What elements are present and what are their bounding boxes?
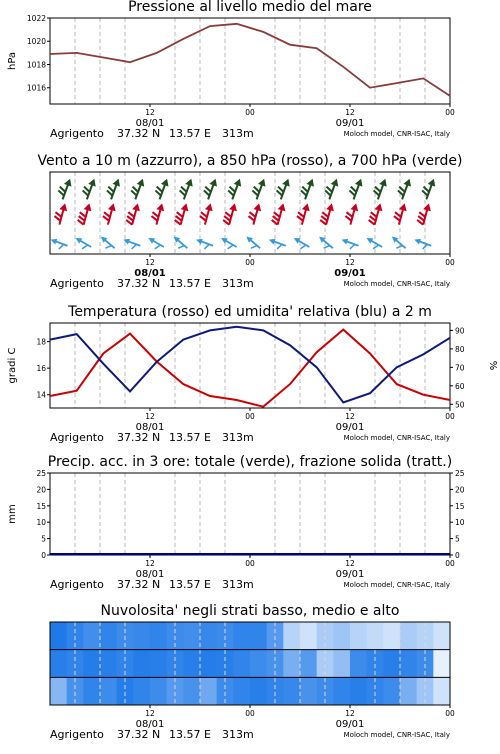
cloud-cell <box>300 677 317 705</box>
pressure-line <box>50 24 450 96</box>
barb-700hpa <box>56 176 74 200</box>
y-tick-label: 15 <box>36 501 46 511</box>
barb-10m <box>170 234 190 252</box>
date-label: 09/01 <box>335 569 365 580</box>
barb-head <box>59 202 69 211</box>
plot-frame <box>50 323 450 408</box>
barb-700hpa <box>250 176 268 200</box>
barb-head <box>185 177 195 186</box>
y-tick-label: 25 <box>36 469 46 478</box>
y-tick-label-right: 80 <box>455 344 465 354</box>
date-label: 09/01 <box>334 268 366 279</box>
x-tick-label: 12 <box>345 108 355 117</box>
panel-temp <box>7 304 498 444</box>
cloud-cell <box>433 650 450 678</box>
barb-850hpa <box>101 202 117 226</box>
x-tick-label: 12 <box>145 412 155 421</box>
cloud-cell <box>383 650 400 678</box>
x-tick-label: 00 <box>445 258 455 267</box>
barb-head <box>350 202 360 211</box>
cloud-cell <box>433 622 450 650</box>
cloud-cell <box>200 677 217 705</box>
y-tick-label: 5 <box>41 534 46 544</box>
barb-head <box>229 202 239 211</box>
barb-head <box>268 237 276 245</box>
barb-head <box>122 237 130 245</box>
barb-head <box>413 237 421 245</box>
cloud-cell <box>200 622 217 650</box>
model-credit: Moloch model, CNR-ISAC, Italy <box>343 130 450 138</box>
barb-850hpa <box>174 202 190 226</box>
barb-head <box>112 177 122 186</box>
x-tick-label: 12 <box>345 559 355 568</box>
location-elev: 313m <box>222 277 254 290</box>
location-name: Agrigento <box>50 728 104 741</box>
cloud-cell <box>133 622 150 650</box>
barb-head <box>306 177 316 186</box>
location-lon: 13.57 E <box>169 277 211 290</box>
model-credit: Moloch model, CNR-ISAC, Italy <box>343 434 450 442</box>
location-lat: 37.32 N <box>117 277 161 290</box>
x-tick-label: 00 <box>445 559 455 568</box>
barb-10m <box>194 237 214 252</box>
barb-10m <box>340 237 360 252</box>
humidity-line <box>50 327 450 403</box>
cloud-cell <box>250 650 267 678</box>
x-tick-label: 12 <box>345 412 355 421</box>
barb-850hpa <box>392 202 408 226</box>
x-tick-label: 12 <box>145 559 155 568</box>
cloud-cell <box>83 677 100 705</box>
x-tick-label: 12 <box>345 258 355 267</box>
y-tick-label: 20 <box>36 485 46 495</box>
y-tick-label: 1022 <box>26 14 46 23</box>
cloud-cell <box>400 622 417 650</box>
cloud-cell <box>400 650 417 678</box>
cloud-cell <box>200 650 217 678</box>
y-tick-label: 0 <box>41 551 46 560</box>
barb-head <box>302 202 312 211</box>
barb-10m <box>267 237 287 252</box>
barb-head <box>64 177 74 186</box>
x-tick-label: 00 <box>245 709 255 718</box>
x-tick-label: 00 <box>445 412 455 421</box>
barb-850hpa <box>271 202 287 226</box>
barb-head <box>341 237 349 245</box>
cloud-cell <box>100 650 117 678</box>
x-tick-label: 00 <box>245 108 255 117</box>
cloud-cell <box>283 622 300 650</box>
location-lon: 13.57 E <box>169 127 211 140</box>
barb-head <box>132 202 142 211</box>
x-tick-label: 12 <box>345 709 355 718</box>
barb-700hpa <box>80 176 98 200</box>
barb-700hpa <box>396 176 414 200</box>
barb-head <box>331 177 341 186</box>
barb-head <box>278 202 288 211</box>
y-tick-label: 1020 <box>26 37 46 47</box>
cloud-cell <box>250 622 267 650</box>
panel-title: Nuvolosita' negli strati basso, medio e alto <box>100 603 400 619</box>
cloud-cell <box>150 650 167 678</box>
date-label: 09/01 <box>335 422 365 433</box>
barb-700hpa <box>153 176 171 200</box>
y-tick-label-right: 5 <box>455 534 460 544</box>
y-tick-label-right: 70 <box>455 363 465 373</box>
barb-850hpa <box>295 202 311 226</box>
plot-frame <box>50 473 450 555</box>
panel-title: Temperatura (rosso) ed umidita' relativa (blu) a 2 m <box>68 304 432 320</box>
y-tick-label-right: 0 <box>455 551 460 560</box>
location-lon: 13.57 E <box>169 728 211 741</box>
cloud-cell <box>50 650 67 678</box>
y-tick-label-right: 25 <box>455 469 465 478</box>
y-axis-label: mm <box>7 504 18 524</box>
barb-head <box>234 177 244 186</box>
date-label: 08/01 <box>135 118 165 129</box>
x-tick-label: 00 <box>245 559 255 568</box>
cloud-cell <box>150 677 167 705</box>
barb-700hpa <box>105 176 123 200</box>
barb-head <box>220 235 228 243</box>
barb-700hpa <box>202 176 220 200</box>
barb-head <box>108 202 118 211</box>
barb-700hpa <box>226 176 244 200</box>
date-label: 09/01 <box>335 719 365 730</box>
panel-pressure <box>7 0 455 140</box>
barb-700hpa <box>299 176 317 200</box>
barb-850hpa <box>319 202 335 226</box>
barb-head <box>137 177 147 186</box>
location-lat: 37.32 N <box>117 578 161 591</box>
barb-head <box>379 177 389 186</box>
cloud-cell <box>333 622 350 650</box>
barb-head <box>428 177 438 186</box>
date-label: 08/01 <box>135 719 165 730</box>
cloud-cell <box>333 650 350 678</box>
barb-850hpa <box>125 202 141 226</box>
barb-700hpa <box>129 176 147 200</box>
location-name: Agrigento <box>50 578 104 591</box>
cloud-cell <box>83 650 100 678</box>
model-credit: Moloch model, CNR-ISAC, Italy <box>343 280 450 288</box>
location-elev: 313m <box>222 431 254 444</box>
cloud-cell <box>400 677 417 705</box>
barb-700hpa <box>347 176 365 200</box>
y-tick-label: 10 <box>36 518 46 528</box>
x-tick-label: 00 <box>445 108 455 117</box>
barb-head <box>292 235 300 243</box>
cloud-cell <box>383 622 400 650</box>
cloud-cell <box>333 677 350 705</box>
y-tick-label-right: 15 <box>455 501 465 511</box>
x-tick-label: 00 <box>245 412 255 421</box>
location-lat: 37.32 N <box>117 728 161 741</box>
cloud-cell <box>183 650 200 678</box>
panel-precip <box>7 454 465 591</box>
barb-10m <box>121 237 141 252</box>
model-credit: Moloch model, CNR-ISAC, Italy <box>343 731 450 739</box>
barb-850hpa <box>247 202 263 226</box>
barb-10m <box>242 234 262 252</box>
temperature-line <box>50 330 450 407</box>
barb-head <box>50 237 58 245</box>
barb-head <box>253 202 263 211</box>
barb-10m <box>388 234 408 252</box>
x-tick-label: 00 <box>245 258 255 267</box>
panel-cloud <box>50 603 455 741</box>
barb-head <box>365 235 373 243</box>
barb-head <box>181 202 191 211</box>
barb-10m <box>218 235 238 252</box>
cloud-cell <box>183 622 200 650</box>
y-tick-label-right: 50 <box>455 400 465 410</box>
barb-head <box>209 177 219 186</box>
cloud-cell <box>283 650 300 678</box>
barb-850hpa <box>222 202 238 226</box>
y-tick-label: 1018 <box>26 60 46 70</box>
location-lat: 37.32 N <box>117 127 161 140</box>
y-tick-label: 14 <box>36 390 46 400</box>
barb-10m <box>412 237 432 252</box>
barb-head <box>147 235 155 243</box>
cloud-cell <box>300 622 317 650</box>
barb-10m <box>291 235 311 252</box>
barb-10m <box>49 237 69 252</box>
barb-head <box>326 202 336 211</box>
barb-850hpa <box>150 202 166 226</box>
cloud-cell <box>250 677 267 705</box>
y-axis-label: hPa <box>7 51 18 71</box>
cloud-cell <box>283 677 300 705</box>
y-tick-label: 16 <box>36 364 46 374</box>
date-label: 09/01 <box>335 118 365 129</box>
cloud-cell <box>233 677 250 705</box>
barb-10m <box>364 235 384 252</box>
panel-title: Precip. acc. in 3 ore: totale (verde), frazione solida (tratt.) <box>47 454 453 470</box>
y-tick-label-right: 10 <box>455 518 465 528</box>
panel-wind <box>37 153 462 290</box>
barb-head <box>282 177 292 186</box>
cloud-cell <box>50 622 67 650</box>
barb-850hpa <box>77 202 93 226</box>
barb-head <box>156 202 166 211</box>
barb-head <box>403 177 413 186</box>
y-axis-label-right: % <box>487 360 498 371</box>
y-tick-label: 1016 <box>26 83 46 93</box>
barb-700hpa <box>274 176 292 200</box>
cloud-cell <box>133 650 150 678</box>
cloud-cell <box>350 622 367 650</box>
barb-head <box>195 237 203 245</box>
cloud-cell <box>83 622 100 650</box>
barb-850hpa <box>198 202 214 226</box>
y-tick-label-right: 20 <box>455 485 465 495</box>
y-axis-label: gradi C <box>7 347 18 384</box>
barb-head <box>161 177 171 186</box>
barb-850hpa <box>53 202 69 226</box>
location-lon: 13.57 E <box>169 578 211 591</box>
barb-10m <box>73 235 93 252</box>
x-tick-label: 12 <box>145 709 155 718</box>
barb-850hpa <box>368 202 384 226</box>
cloud-cell <box>100 677 117 705</box>
cloud-cell <box>133 677 150 705</box>
panel-title: Vento a 10 m (azzurro), a 850 hPa (rosso), a 700 hPa (verde) <box>37 153 463 169</box>
cloud-cell <box>183 677 200 705</box>
cloud-cell <box>233 622 250 650</box>
location-lat: 37.32 N <box>117 431 161 444</box>
barb-700hpa <box>177 176 195 200</box>
cloud-cell <box>233 650 250 678</box>
date-label: 08/01 <box>135 569 165 580</box>
cloud-cell <box>433 677 450 705</box>
location-lon: 13.57 E <box>169 431 211 444</box>
cloud-cell <box>100 622 117 650</box>
x-tick-label: 12 <box>145 108 155 117</box>
cloud-cell <box>383 677 400 705</box>
location-elev: 313m <box>222 127 254 140</box>
location-elev: 313m <box>222 578 254 591</box>
y-tick-label: 18 <box>36 337 46 347</box>
location-name: Agrigento <box>50 127 104 140</box>
date-label: 08/01 <box>135 422 165 433</box>
barb-700hpa <box>371 176 389 200</box>
model-credit: Moloch model, CNR-ISAC, Italy <box>343 581 450 589</box>
panel-title: Pressione al livello medio del mare <box>128 0 372 15</box>
location-name: Agrigento <box>50 277 104 290</box>
y-tick-label-right: 60 <box>455 381 465 391</box>
y-tick-label-right: 90 <box>455 326 465 336</box>
plot-frame <box>50 18 450 104</box>
barb-head <box>88 177 98 186</box>
barb-head <box>205 202 215 211</box>
barb-head <box>258 177 268 186</box>
cloud-cell <box>300 650 317 678</box>
barb-head <box>375 202 385 211</box>
barb-10m <box>145 235 165 252</box>
location-elev: 313m <box>222 728 254 741</box>
barb-head <box>84 202 94 211</box>
date-label: 08/01 <box>134 268 166 279</box>
cloud-cell <box>350 677 367 705</box>
cloud-cell <box>150 622 167 650</box>
x-tick-label: 00 <box>445 709 455 718</box>
cloud-cell <box>350 650 367 678</box>
barb-850hpa <box>416 202 432 226</box>
barb-850hpa <box>344 202 360 226</box>
barb-700hpa <box>420 176 438 200</box>
barb-head <box>355 177 365 186</box>
x-tick-label: 12 <box>145 258 155 267</box>
cloud-cell <box>50 677 67 705</box>
location-name: Agrigento <box>50 431 104 444</box>
